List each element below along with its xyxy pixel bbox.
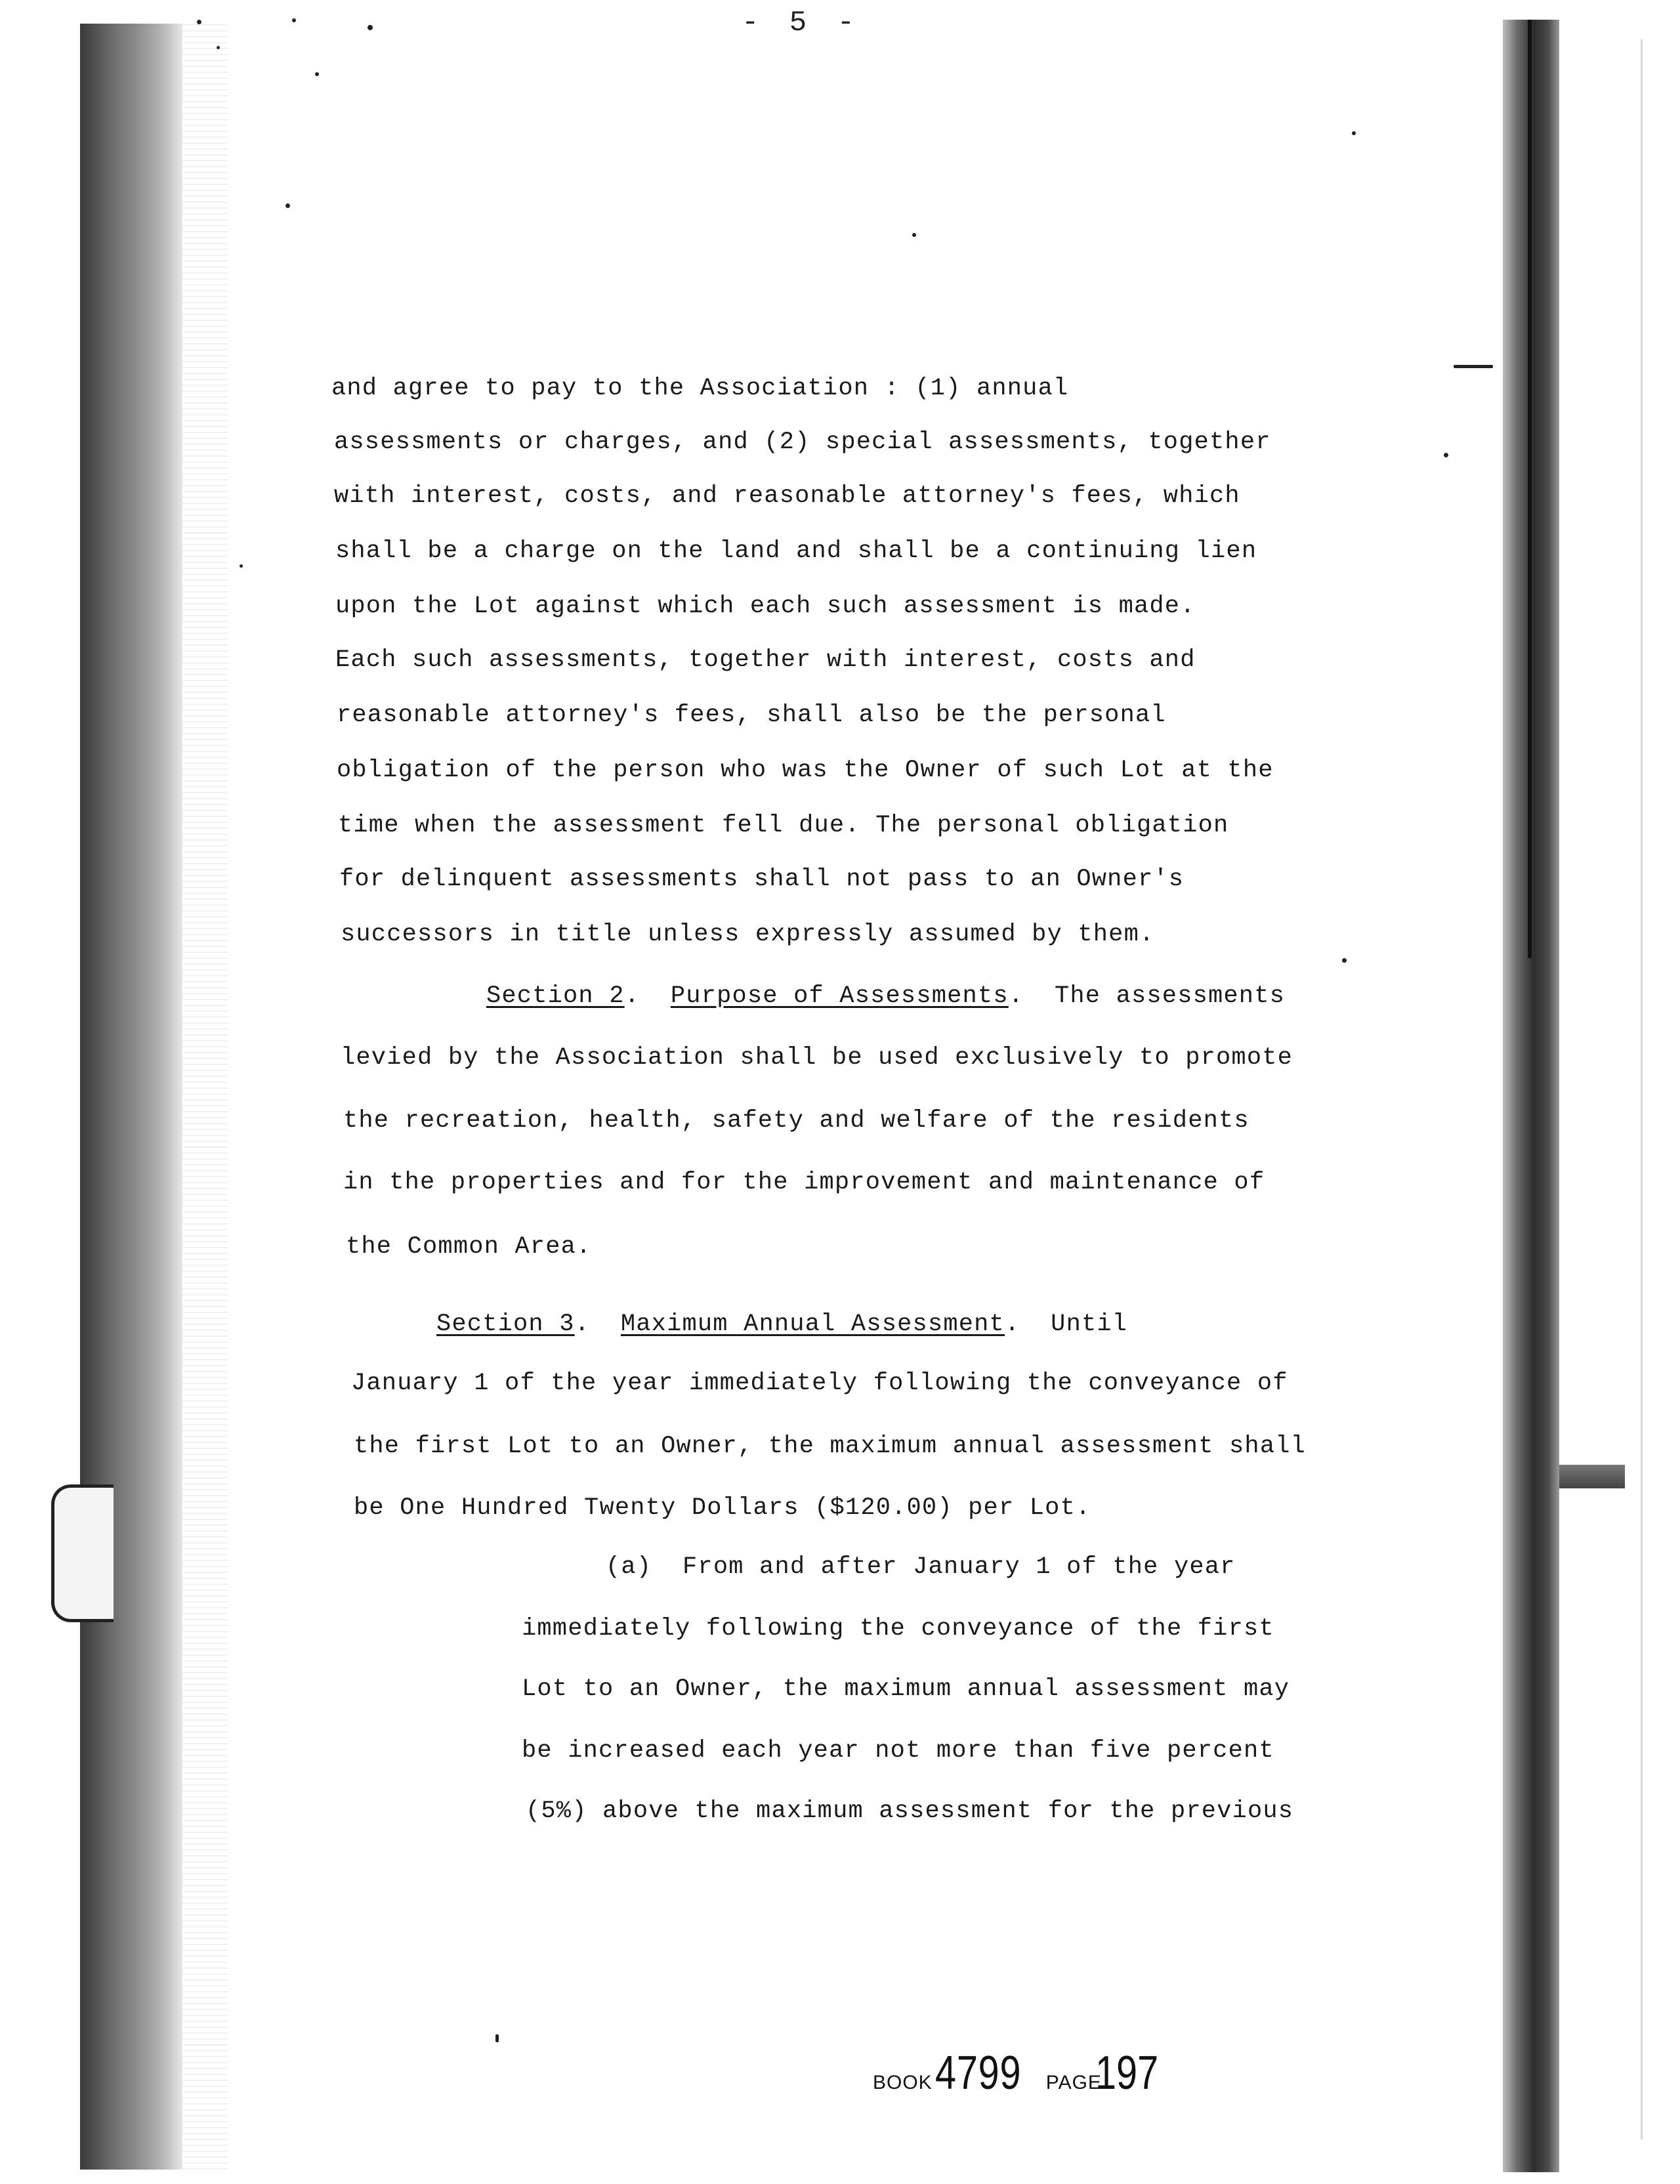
paragraph-line: levied by the Association shall be used exclusively to promote (341, 1044, 1293, 1072)
subsection-a-first-line: From and after January 1 of the year (682, 1553, 1236, 1581)
scan-left-noise (182, 24, 228, 2170)
speck (912, 233, 916, 237)
book-page-stamp (873, 2046, 1175, 2100)
speck (1352, 131, 1356, 135)
binder-tab-right (1559, 1465, 1625, 1488)
speck (1342, 958, 1347, 963)
speck (292, 18, 296, 22)
speck (285, 203, 290, 208)
speck (495, 2034, 499, 2042)
paragraph-line: Each such assessments, together with interest, costs and (335, 646, 1196, 674)
book-label: BOOK (873, 2072, 933, 2093)
speck (240, 564, 243, 568)
book-number: 4799 (935, 2047, 1022, 2099)
paragraph-line: in the properties and for the improvement and maintenance of (343, 1169, 1265, 1196)
section-3-heading: Section 3. Maximum Annual Assessment. Until (436, 1311, 1128, 1338)
speck (315, 72, 319, 76)
speck (217, 46, 220, 49)
subsection-a-marker: (a) (606, 1553, 652, 1581)
section-2-first-line: The assessments (1054, 982, 1286, 1010)
paragraph-line: time when the assessment fell due. The personal obligation (338, 812, 1229, 839)
speck (197, 20, 201, 24)
paragraph-line: and agree to pay to the Association : (1) annual (331, 375, 1069, 402)
section-3-title: Maximum Annual Assessment (620, 1311, 1005, 1338)
section-2-label: Section 2 (486, 982, 625, 1010)
paragraph-line: the Common Area. (346, 1233, 592, 1261)
scan-left-edge (80, 24, 182, 2170)
page-number: 197 (1095, 2047, 1159, 2099)
paragraph-line: assessments or charges, and (2) special assessments, together (334, 429, 1271, 456)
paragraph-line: Lot to an Owner, the maximum annual assessment may (522, 1675, 1290, 1703)
speck (1444, 453, 1448, 457)
paragraph-line: for delinquent assessments shall not pass to an Owner's (339, 866, 1185, 893)
subsection-a-heading (606, 1551, 1236, 1583)
paragraph-line: be One Hundred Twenty Dollars ($120.00) per Lot. (354, 1494, 1091, 1522)
paragraph-line: with interest, costs, and reasonable attorney's fees, which (334, 482, 1240, 510)
section-3-label: Section 3 (436, 1311, 575, 1338)
paragraph-line: the first Lot to an Owner, the maximum annual assessment shall (354, 1433, 1307, 1460)
paragraph-line: upon the Lot against which each such assessment is made. (335, 593, 1196, 620)
paragraph-line: (5%) above the maximum assessment for the previous (526, 1797, 1294, 1825)
paragraph-line: successors in title unless expressly assumed by them. (341, 921, 1155, 948)
section-2-title: Purpose of Assessments (670, 982, 1009, 1010)
section-3-first-line: Until (1051, 1311, 1128, 1338)
paragraph-line: immediately following the conveyance of the first (522, 1615, 1274, 1643)
page-number-mark: - 5 - (742, 7, 862, 39)
scan-far-right-line (1641, 39, 1643, 2139)
paragraph-line: the recreation, health, safety and welfare of the residents (343, 1107, 1250, 1135)
scan-right-line (1528, 20, 1532, 958)
paragraph-line: obligation of the person who was the Owner of such Lot at the (337, 757, 1274, 784)
speck (1454, 365, 1493, 368)
binder-tab-left (51, 1484, 114, 1622)
paragraph-line: be increased each year not more than five percent (522, 1737, 1274, 1765)
speck (368, 25, 373, 30)
paragraph-line: reasonable attorney's fees, shall also be the personal (337, 702, 1166, 729)
page-label: PAGE (1045, 2072, 1102, 2093)
paragraph-line: January 1 of the year immediately following the conveyance of (351, 1370, 1288, 1397)
section-2-heading: Section 2. Purpose of Assessments. The assessments (486, 982, 1286, 1010)
paragraph-line: shall be a charge on the land and shall be a continuing lien (335, 537, 1257, 565)
